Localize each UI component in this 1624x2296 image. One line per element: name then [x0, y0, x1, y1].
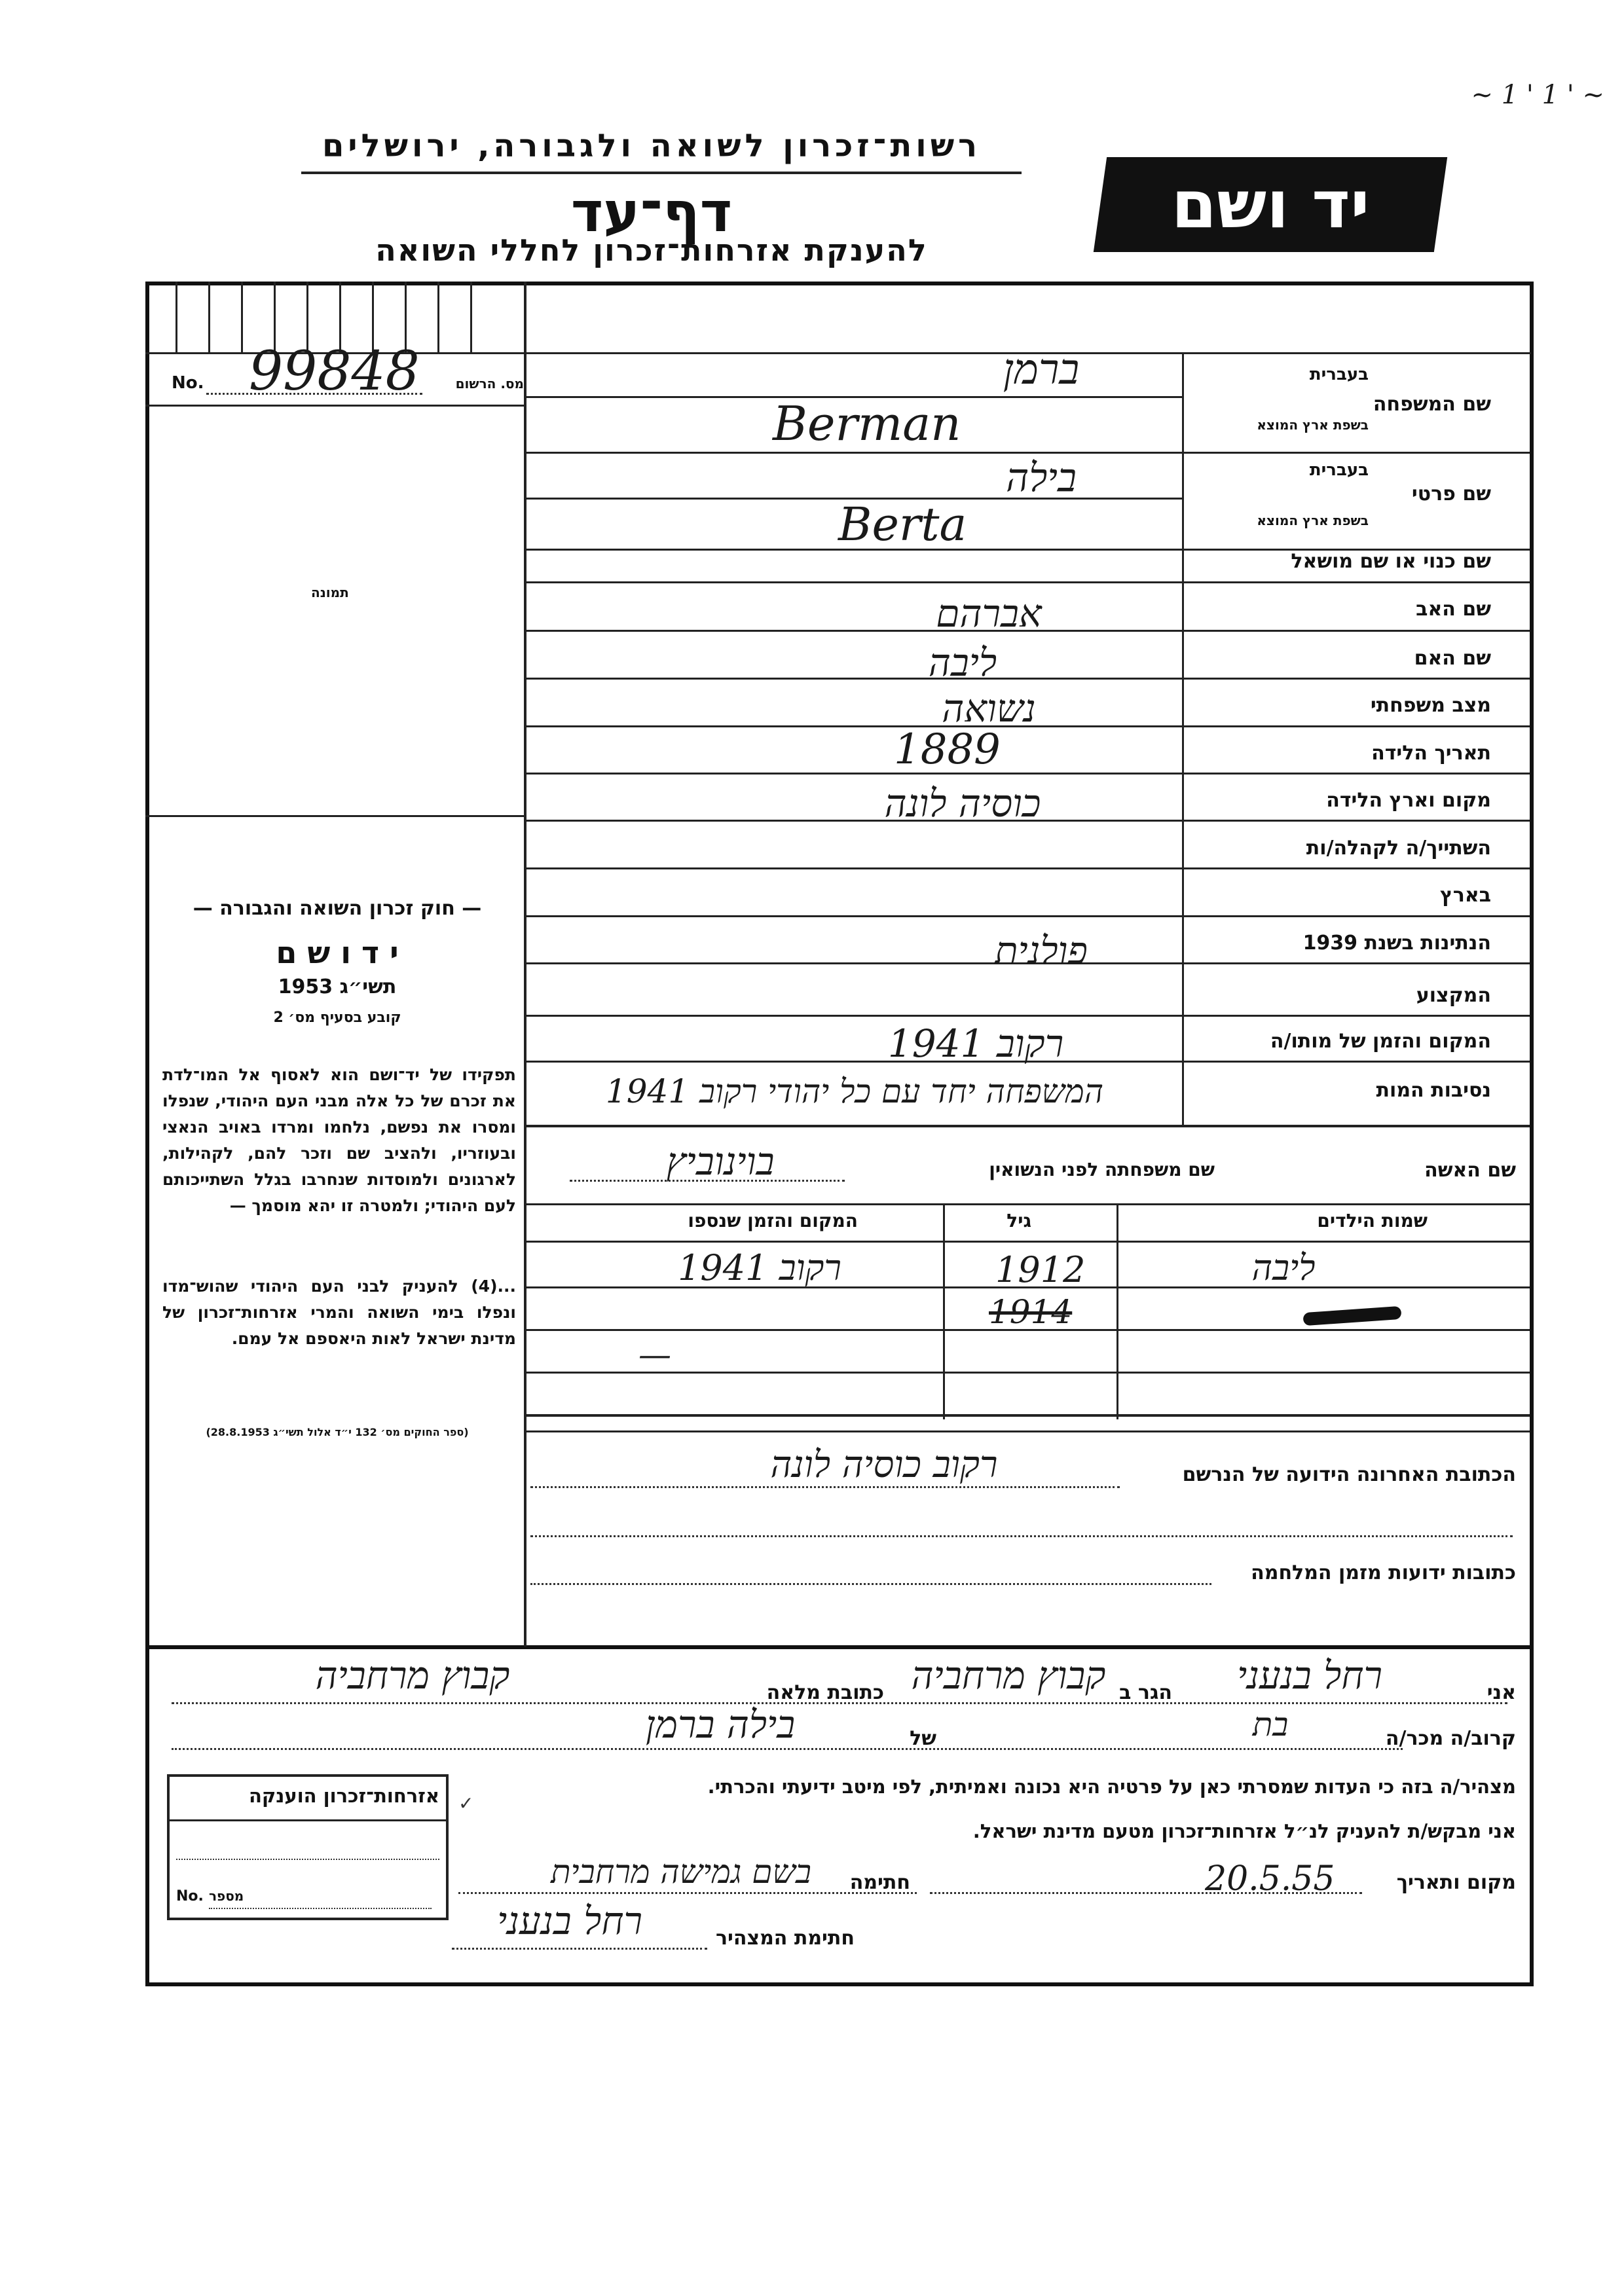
logo-text: יד ושם — [1171, 166, 1370, 243]
header-underline — [301, 172, 1022, 174]
child-1-age: 1912 — [995, 1249, 1086, 1290]
place-date-label: מקום ותאריך — [1396, 1871, 1516, 1894]
marital-status-value: נשואה — [942, 686, 1036, 731]
row-line — [524, 581, 1530, 583]
cell-divider — [437, 282, 439, 354]
law-title: — חוק זכרון השואה והגבורה — — [193, 897, 482, 920]
birth-date-value: 1889 — [894, 725, 1001, 774]
granted-box-dots — [209, 1908, 432, 1909]
row-line — [524, 1203, 1530, 1205]
law-paragraph-1: תפקידו של יד־ושם הוא לאסוף אל המו־לדת את זכרם של כל אלה מבני העם היהודי, שנפלו ומסרו את נפשם, נלחמו ומרדו באויב הנאצי ובעוזריו, ולהציב שם וזכר להם, לקהילות, לארגונים ולמוסדות שנחרבו בגלל השתייכותם לעם היהודי; ולמטרה זו יהא מוסמך — — [162, 1065, 516, 1215]
family-name-hebrew-value: ברמן — [1003, 346, 1080, 394]
death-place-time-value: רקוב 1941 — [887, 1021, 1064, 1066]
row-line — [524, 915, 1530, 917]
children-place-header: המקום והזמן שנספו — [688, 1210, 858, 1231]
nickname-label: שם כנוי או שם מושאל — [1291, 550, 1491, 573]
family-name-heb-sublabel: בעברית — [1309, 365, 1369, 384]
declarant-signature-value: רחל בנעני — [496, 1899, 643, 1943]
relation-label: קרוב/ה מכר/ה — [1385, 1727, 1516, 1750]
granted-box-no-label: No. — [176, 1888, 204, 1904]
child-1-name: ליבה — [1251, 1247, 1316, 1288]
declarant-resides-value: קבוץ מרחביה — [911, 1653, 1106, 1698]
form-top-border — [145, 282, 1534, 285]
law-footer: (ספר החוקים מס׳ 132 י״ד אלול תשי״ג 28.8.1953) — [206, 1426, 469, 1438]
address-dots — [530, 1486, 1120, 1488]
declarant-dots — [172, 1748, 1403, 1750]
address-dots — [530, 1535, 1513, 1537]
profession-label: המקצוע — [1416, 984, 1491, 1007]
citizenship-value: פולנית — [995, 928, 1088, 973]
declaration-text: מצהיר/ה בזה כי העדות שמסרתי כאן על פרטיה היא נכונה ואמיתית, לפי מיטב ידיעתי והכרתי. — [707, 1776, 1516, 1798]
row-line — [524, 1015, 1530, 1017]
country-label: בארץ — [1439, 884, 1491, 907]
law-year: תשי״ג 1953 — [278, 975, 397, 998]
family-name-local-value: Berman — [773, 396, 961, 451]
last-address-label: הכתובת האחרונה הידועה של הנרשם — [1182, 1463, 1516, 1486]
wife-name-label: שם האשה — [1424, 1159, 1516, 1182]
photo-bottom-line — [145, 815, 525, 817]
row-line — [524, 867, 1530, 869]
cell-divider — [208, 282, 210, 354]
mother-name-value: ליבה — [928, 640, 997, 685]
yad-vashem-logo — [1094, 157, 1447, 252]
cell-divider — [241, 282, 243, 354]
box-pointer-mark: ✓ — [458, 1793, 474, 1814]
wartime-addresses-label: כתובות ידועות מזמן המלחמה — [1251, 1561, 1516, 1584]
form-bottom-border — [145, 1982, 1534, 1986]
row-line — [524, 1241, 1530, 1243]
row-line — [524, 1125, 1530, 1127]
declarant-resides-label: הגר ב — [1119, 1681, 1172, 1704]
children-col-divider — [943, 1203, 945, 1419]
granted-box-number-label: מספר — [209, 1888, 244, 1904]
labels-column-border — [1182, 352, 1184, 1125]
relation-value: בת — [1252, 1705, 1289, 1743]
declaration-separator — [145, 1645, 1534, 1649]
signature-label: חתימה — [849, 1871, 910, 1894]
granted-box-dots — [176, 1859, 439, 1860]
first-name-local-value: Berta — [838, 498, 967, 551]
relative-of-label: של — [910, 1727, 936, 1750]
community-label: השתייך/ה לקהלה/ות — [1306, 837, 1491, 860]
row-line — [524, 1414, 1530, 1417]
place-date-value: 20.5.55 — [1205, 1859, 1335, 1899]
family-name-local-sublabel: בשפת ארץ המוצא — [1257, 417, 1369, 433]
father-name-value: אברהם — [936, 591, 1042, 636]
mother-name-label: שם האם — [1414, 647, 1491, 670]
registration-line — [145, 405, 525, 407]
first-name-heb-sublabel: בעברית — [1309, 460, 1369, 480]
birth-place-label: מקום וארץ הלידה — [1326, 789, 1491, 812]
first-name-label: שם פרטי — [1411, 483, 1491, 505]
granted-box-line — [170, 1819, 446, 1821]
birth-date-label: תאריך הלידה — [1371, 742, 1491, 765]
form-right-border — [1530, 282, 1534, 1984]
granted-box-title: אזרחות־זכרון הוענקה — [248, 1785, 439, 1807]
registration-no-label: No. — [172, 373, 204, 393]
page-subtitle: להענקת אזרחות־זכרון לחללי השואה — [375, 232, 928, 268]
marital-status-label: מצב משפחתי — [1370, 694, 1491, 717]
death-place-time-label: המקום והזמן של מותו/ה — [1270, 1030, 1491, 1053]
birth-place-value: כוסיה לונה — [884, 781, 1041, 826]
children-names-header: שמות הילדים — [1317, 1210, 1428, 1231]
row-line — [524, 1372, 1530, 1374]
form-left-border — [145, 282, 149, 1984]
child-3-place: — — [638, 1336, 671, 1374]
wife-maiden-name-label: שם משפחתה לפני הנשואין — [989, 1159, 1215, 1180]
declarant-name: רחל בנעני — [1236, 1653, 1383, 1698]
declarant-dots — [458, 1892, 917, 1894]
authority-name: רשות־זכרון לשואה ולגבורה, ירושלים — [322, 128, 982, 164]
first-name-hebrew-value: בילה — [1006, 455, 1077, 501]
declarant-ani-label: אני — [1486, 1681, 1516, 1704]
children-age-header: גיל — [1006, 1210, 1031, 1231]
page-title: דף־עד — [570, 180, 733, 244]
photo-label: תמונה — [311, 585, 349, 600]
citizenship-granted-box — [167, 1774, 449, 1920]
wife-maiden-name-value: בוינוביץ — [666, 1139, 775, 1184]
corner-mark: ~ 1 ' 1 ' ~ — [1471, 80, 1604, 110]
child-1-place: רקוב 1941 — [678, 1247, 841, 1288]
family-name-label: שם המשפחה — [1373, 393, 1491, 416]
relative-of-name: בילה ברמן — [645, 1702, 796, 1747]
full-address-label: כתובת מלאה — [766, 1681, 884, 1704]
cell-divider — [175, 282, 177, 354]
request-text: אני מבקש/ת להעניק לנ״ל אזרחות־זכרון מטעם מדינת ישראל. — [972, 1820, 1516, 1842]
row-line — [524, 1430, 1530, 1432]
law-paragraph-2: ...(4) להעניק לבני העם היהודי שהוש־מדו ונפלו בימי השואה והמרי אזרחות־זכרון של מדינת ישראל לאות היאספם אל עמם. — [162, 1277, 516, 1348]
signature-value: בשם גמישה מרחבית — [551, 1853, 811, 1891]
death-circumstances-label: נסיבות המות — [1376, 1079, 1491, 1102]
cell-divider — [470, 282, 472, 354]
registration-label: מס. הרשום — [455, 376, 524, 392]
father-name-label: שם האב — [1416, 598, 1491, 621]
full-address-value: קבוץ מרחביה — [315, 1653, 510, 1698]
registration-number: 99848 — [249, 340, 420, 403]
law-name: י ד ו ש ם — [276, 935, 399, 970]
citizenship-label: הנתינות בשנת 1939 — [1302, 932, 1491, 955]
declarant-signature-label: חתימת המצהיר — [716, 1927, 855, 1950]
children-col-divider — [1116, 1203, 1118, 1419]
declarant-dots — [452, 1948, 707, 1950]
child-2-name-scribble — [1302, 1306, 1401, 1326]
row-line — [524, 773, 1530, 774]
row-line — [524, 452, 1530, 454]
first-name-local-sublabel: בשפת ארץ המוצא — [1257, 513, 1369, 528]
last-address-value: רקוב כוסיה לונה — [770, 1444, 998, 1486]
address-dots — [530, 1583, 1211, 1585]
law-ref: קובע בסעיף מס׳ 2 — [273, 1010, 401, 1026]
child-2-age: 1914 — [989, 1293, 1073, 1331]
death-circumstances-value: המשפחה יחד עם כל יהודי רקוב 1941 — [605, 1072, 1104, 1110]
